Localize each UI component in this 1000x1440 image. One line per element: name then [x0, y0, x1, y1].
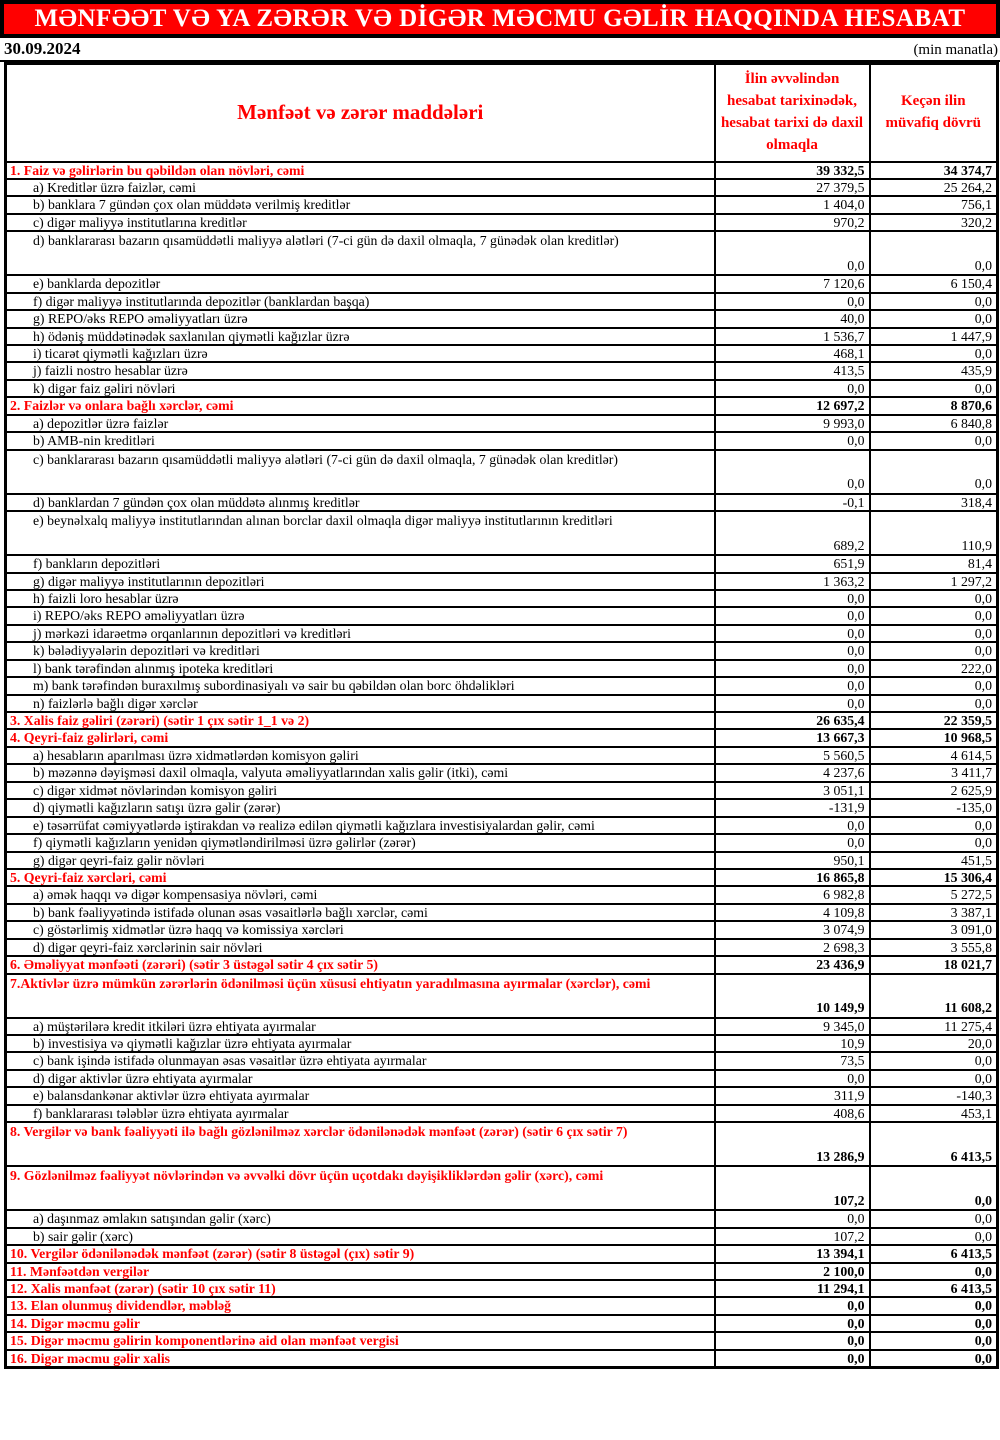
row-label: d) digər qeyri-faiz xərclərinin sair növləri — [6, 939, 715, 956]
current-period-value: 16 865,8 — [715, 869, 870, 886]
previous-period-value: 435,9 — [870, 362, 998, 379]
previous-period-value: 81,4 — [870, 555, 998, 572]
table-row — [6, 817, 998, 834]
report-table-body — [6, 162, 998, 1368]
current-period-value: 689,2 — [715, 511, 870, 555]
current-period-value: 4 237,6 — [715, 764, 870, 781]
previous-period-value: 0,0 — [870, 1350, 998, 1368]
row-label: f) digər maliyyə institutlarında depozitlər (banklardan başqa) — [6, 293, 715, 310]
previous-period-value: 0,0 — [870, 310, 998, 327]
current-period-value: 3 074,9 — [715, 921, 870, 938]
current-period-value: 0,0 — [715, 1315, 870, 1332]
row-label: 3. Xalis faiz gəliri (zərəri) (sətir 1 çıx sətir 1_1 və 2) — [6, 712, 715, 729]
table-row — [6, 1228, 998, 1245]
row-label: h) faizli loro hesablar üzrə — [6, 590, 715, 607]
current-period-value: 0,0 — [715, 590, 870, 607]
table-row — [6, 310, 998, 327]
table-row — [6, 1297, 998, 1314]
current-period-value: 468,1 — [715, 345, 870, 362]
row-label: a) müştərilərə kredit itkiləri üzrə ehtiyata ayırmalar — [6, 1018, 715, 1035]
table-row — [6, 1263, 998, 1280]
current-period-value: 23 436,9 — [715, 956, 870, 973]
row-label: e) təsərrüfat cəmiyyətlərdə iştirakdan və realizə edilən qiymətli kağızlara investisiyalardan gəlir, cəmi — [6, 817, 715, 834]
table-row — [6, 939, 998, 956]
current-period-value: -131,9 — [715, 799, 870, 816]
table-row — [6, 179, 998, 196]
table-row — [6, 573, 998, 590]
table-row — [6, 397, 998, 414]
row-label: c) bank işində istifadə olunmayan əsas vəsaitlər üzrə ehtiyata ayırmalar — [6, 1052, 715, 1069]
row-label: b) investisiya və qiymətli kağızlar üzrə ehtiyata ayırmalar — [6, 1035, 715, 1052]
table-row — [6, 869, 998, 886]
table-row — [6, 555, 998, 572]
table-row — [6, 1210, 998, 1227]
current-period-value: 9 993,0 — [715, 415, 870, 432]
table-row — [6, 695, 998, 712]
previous-period-value: -135,0 — [870, 799, 998, 816]
table-row — [6, 1315, 998, 1332]
row-label: a) hesabların aparılması üzrə xidmətlərdən komisyon gəliri — [6, 747, 715, 764]
row-label: d) qiymətli kağızların satışı üzrə gəlir (zərər) — [6, 799, 715, 816]
row-label: g) digər qeyri-faiz gəlir növləri — [6, 852, 715, 869]
row-label: 14. Digər məcmu gəlir — [6, 1315, 715, 1332]
current-period-value: 10,9 — [715, 1035, 870, 1052]
current-period-value: 408,6 — [715, 1105, 870, 1122]
row-label: 10. Vergilər ödənilənədək mənfəət (zərər) (sətir 8 üstəgəl (çıx) sətir 9) — [6, 1245, 715, 1262]
table-row — [6, 231, 998, 275]
table-row — [6, 1280, 998, 1297]
row-label: 12. Xalis mənfəət (zərər) (sətir 10 çıx sətir 11) — [6, 1280, 715, 1297]
table-header-row — [6, 64, 998, 162]
current-period-value: 40,0 — [715, 310, 870, 327]
previous-period-value: 1 447,9 — [870, 328, 998, 345]
table-row — [6, 782, 998, 799]
previous-period-value: 0,0 — [870, 1332, 998, 1349]
previous-period-value: 0,0 — [870, 695, 998, 712]
row-label: d) banklardan 7 gündən çox olan müddətə alınmış kreditlər — [6, 494, 715, 511]
report-title: MƏNFƏƏT VƏ YA ZƏRƏR VƏ DİGƏR MƏCMU GƏLİR HAQQINDA HESABAT — [34, 5, 966, 32]
previous-period-value: 320,2 — [870, 214, 998, 231]
row-label: 9. Gözlənilməz fəaliyyət növlərindən və əvvəlki dövr üçün uçotdakı dəyişikliklərdən gəlir (xərc), cəmi — [6, 1166, 715, 1210]
current-period-value: -0,1 — [715, 494, 870, 511]
current-period-value: 6 982,8 — [715, 886, 870, 903]
previous-period-value: 0,0 — [870, 1052, 998, 1069]
previous-period-value: 6 150,4 — [870, 275, 998, 292]
previous-period-value: 0,0 — [870, 625, 998, 642]
table-row — [6, 1350, 998, 1368]
current-period-value: 0,0 — [715, 450, 870, 494]
previous-period-value: 0,0 — [870, 1263, 998, 1280]
table-row — [6, 852, 998, 869]
table-row — [6, 1105, 998, 1122]
row-label: b) məzənnə dəyişməsi daxil olmaqla, valyuta əməliyyatlarından xalis gəlir (itki), cəmi — [6, 764, 715, 781]
row-label: e) banklarda depozitlər — [6, 275, 715, 292]
row-label: k) bələdiyyələrin depozitləri və kreditləri — [6, 642, 715, 659]
table-row — [6, 747, 998, 764]
previous-period-value: 2 625,9 — [870, 782, 998, 799]
current-period-value: 970,2 — [715, 214, 870, 231]
table-row — [6, 677, 998, 694]
current-period-value: 0,0 — [715, 293, 870, 310]
table-row — [6, 1332, 998, 1349]
previous-period-value: 22 359,5 — [870, 712, 998, 729]
current-period-value: 1 536,7 — [715, 328, 870, 345]
row-label: b) banklara 7 gündən çox olan müddətə verilmiş kreditlər — [6, 196, 715, 213]
row-label: f) qiymətli kağızların yenidən qiymətləndirilməsi üzrə gəlirlər (zərər) — [6, 834, 715, 851]
current-period-value: 0,0 — [715, 642, 870, 659]
row-label: i) REPO/əks REPO əməliyyatları üzrə — [6, 607, 715, 624]
current-period-value: 0,0 — [715, 677, 870, 694]
current-period-value: 107,2 — [715, 1166, 870, 1210]
current-period-value: 26 635,4 — [715, 712, 870, 729]
table-row — [6, 494, 998, 511]
current-period-value: 0,0 — [715, 625, 870, 642]
row-label: 7.Aktivlər üzrə mümkün zərərlərin ödənilməsi üçün xüsusi ehtiyatın yaradılmasına ayırmalar (xərclər), cəmi — [6, 974, 715, 1018]
table-row — [6, 1087, 998, 1104]
previous-period-value: 0,0 — [870, 1315, 998, 1332]
previous-period-value: 25 264,2 — [870, 179, 998, 196]
previous-period-value: 8 870,6 — [870, 397, 998, 414]
previous-period-value: 15 306,4 — [870, 869, 998, 886]
previous-period-value: 6 413,5 — [870, 1122, 998, 1166]
current-period-value: 0,0 — [715, 1297, 870, 1314]
previous-period-value: 0,0 — [870, 642, 998, 659]
profit-loss-table — [4, 62, 999, 1369]
table-row — [6, 1035, 998, 1052]
previous-period-value: 756,1 — [870, 196, 998, 213]
row-label: 1. Faiz və gəlirlərin bu qəbildən olan növləri, cəmi — [6, 162, 715, 179]
current-period-value: 4 109,8 — [715, 904, 870, 921]
previous-period-value: 4 614,5 — [870, 747, 998, 764]
table-row — [6, 275, 998, 292]
current-period-value: 0,0 — [715, 695, 870, 712]
row-label: g) REPO/əks REPO əməliyyatları üzrə — [6, 310, 715, 327]
table-row — [6, 956, 998, 973]
current-period-value: 0,0 — [715, 607, 870, 624]
row-label: c) göstərlimiş xidmətlər üzrə haqq və komissiya xərcləri — [6, 921, 715, 938]
row-label: c) digər xidmət növlərindən komisyon gəliri — [6, 782, 715, 799]
current-period-value: 13 394,1 — [715, 1245, 870, 1262]
table-row — [6, 921, 998, 938]
current-period-value: 73,5 — [715, 1052, 870, 1069]
row-label: b) sair gəlir (xərc) — [6, 1228, 715, 1245]
current-period-value: 950,1 — [715, 852, 870, 869]
table-row — [6, 380, 998, 397]
table-row — [6, 1245, 998, 1262]
previous-period-value: 0,0 — [870, 817, 998, 834]
row-label: b) bank fəaliyyətində istifadə olunan əsas vəsaitlərlə bağlı xərclər, cəmi — [6, 904, 715, 921]
row-label: 8. Vergilər və bank fəaliyyəti ilə bağlı gözlənilməz xərclər ödənilənədək mənfəət (zərər) (sətir 6 çıx sətir 7) — [6, 1122, 715, 1166]
current-period-column-header: İlin əvvəlindən hesabat tarixinədək, hesabat tarixi də daxil olmaqla — [715, 64, 870, 162]
current-period-value: 0,0 — [715, 1070, 870, 1087]
table-row — [6, 799, 998, 816]
table-row — [6, 345, 998, 362]
previous-period-value: 0,0 — [870, 607, 998, 624]
row-label: e) beynəlxalq maliyyə institutlarından alınan borclar daxil olmaqla digər maliyyə institutlarının kreditləri — [6, 511, 715, 555]
current-period-value: 11 294,1 — [715, 1280, 870, 1297]
current-period-value: 1 363,2 — [715, 573, 870, 590]
table-row — [6, 712, 998, 729]
current-period-value: 39 332,5 — [715, 162, 870, 179]
table-row — [6, 660, 998, 677]
report-title-band — [0, 0, 1000, 38]
row-label: 2. Faizlər və onlara bağlı xərclər, cəmi — [6, 397, 715, 414]
current-period-value: 107,2 — [715, 1228, 870, 1245]
previous-period-value: 0,0 — [870, 1228, 998, 1245]
previous-period-value: 6 413,5 — [870, 1280, 998, 1297]
previous-period-value: 1 297,2 — [870, 573, 998, 590]
current-period-value: 651,9 — [715, 555, 870, 572]
table-row — [6, 511, 998, 555]
previous-period-value: 0,0 — [870, 590, 998, 607]
row-label: c) banklararası bazarın qısamüddətli maliyyə alətləri (7-ci gün də daxil olmaqla, 7 günədək olan kreditlər) — [6, 450, 715, 494]
current-period-value: 12 697,2 — [715, 397, 870, 414]
table-row — [6, 432, 998, 449]
row-label: a) daşınmaz əmlakın satışından gəlir (xərc) — [6, 1210, 715, 1227]
current-period-value: 413,5 — [715, 362, 870, 379]
previous-period-value: 3 091,0 — [870, 921, 998, 938]
row-label: d) banklararası bazarın qısamüddətli maliyyə alətləri (7-ci gün də daxil olmaqla, 7 günədək olan kreditlər) — [6, 231, 715, 275]
previous-period-value: 0,0 — [870, 1297, 998, 1314]
table-row — [6, 162, 998, 179]
previous-period-value: 318,4 — [870, 494, 998, 511]
current-period-value: 0,0 — [715, 660, 870, 677]
previous-period-value: 3 411,7 — [870, 764, 998, 781]
previous-period-value: 0,0 — [870, 1210, 998, 1227]
previous-period-value: 34 374,7 — [870, 162, 998, 179]
unit-label: (min manatla) — [913, 42, 998, 58]
previous-period-value: 222,0 — [870, 660, 998, 677]
current-period-value: 13 286,9 — [715, 1122, 870, 1166]
current-period-value: 3 051,1 — [715, 782, 870, 799]
previous-period-value: 0,0 — [870, 834, 998, 851]
previous-period-value: -140,3 — [870, 1087, 998, 1104]
row-label: a) depozitlər üzrə faizlər — [6, 415, 715, 432]
row-label: 11. Mənfəətdən vergilər — [6, 1263, 715, 1280]
current-period-value: 9 345,0 — [715, 1018, 870, 1035]
table-row — [6, 1052, 998, 1069]
previous-period-value: 0,0 — [870, 345, 998, 362]
row-label: d) digər aktivlər üzrə ehtiyata ayırmalar — [6, 1070, 715, 1087]
table-row — [6, 886, 998, 903]
table-row — [6, 625, 998, 642]
row-label: 5. Qeyri-faiz xərcləri, cəmi — [6, 869, 715, 886]
current-period-value: 0,0 — [715, 380, 870, 397]
table-row — [6, 834, 998, 851]
table-row — [6, 729, 998, 746]
current-period-value: 5 560,5 — [715, 747, 870, 764]
current-period-value: 0,0 — [715, 231, 870, 275]
current-period-value: 311,9 — [715, 1087, 870, 1104]
row-label: a) Kreditlər üzrə faizlər, cəmi — [6, 179, 715, 196]
previous-period-value: 453,1 — [870, 1105, 998, 1122]
table-row — [6, 196, 998, 213]
table-row — [6, 1166, 998, 1210]
table-row — [6, 1122, 998, 1166]
table-row — [6, 293, 998, 310]
row-label: j) faizli nostro hesablar üzrə — [6, 362, 715, 379]
row-label: g) digər maliyyə institutlarının depozitləri — [6, 573, 715, 590]
current-period-value: 10 149,9 — [715, 974, 870, 1018]
previous-period-value: 0,0 — [870, 1166, 998, 1210]
table-row — [6, 1070, 998, 1087]
table-row — [6, 362, 998, 379]
current-period-value: 1 404,0 — [715, 196, 870, 213]
table-row — [6, 450, 998, 494]
previous-period-value: 18 021,7 — [870, 956, 998, 973]
row-label: 13. Elan olunmuş dividendlər, məbləğ — [6, 1297, 715, 1314]
row-label: l) bank tərəfindən alınmış ipoteka kreditləri — [6, 660, 715, 677]
previous-period-value: 0,0 — [870, 677, 998, 694]
previous-period-value: 0,0 — [870, 231, 998, 275]
items-column-header: Mənfəət və zərər maddələri — [6, 64, 715, 162]
table-row — [6, 642, 998, 659]
row-label: 4. Qeyri-faiz gəlirləri, cəmi — [6, 729, 715, 746]
current-period-value: 2 698,3 — [715, 939, 870, 956]
current-period-value: 0,0 — [715, 1350, 870, 1368]
previous-period-value: 5 272,5 — [870, 886, 998, 903]
table-row — [6, 590, 998, 607]
table-row — [6, 904, 998, 921]
previous-period-value: 0,0 — [870, 1070, 998, 1087]
previous-period-value: 11 608,2 — [870, 974, 998, 1018]
row-label: k) digər faiz gəliri növləri — [6, 380, 715, 397]
row-label: a) əmək haqqı və digər kompensasiya növləri, cəmi — [6, 886, 715, 903]
previous-period-value: 6 840,8 — [870, 415, 998, 432]
row-label: f) banklararası tələblər üzrə ehtiyata ayırmalar — [6, 1105, 715, 1122]
row-label: i) ticarət qiymətli kağızları üzrə — [6, 345, 715, 362]
previous-period-value: 6 413,5 — [870, 1245, 998, 1262]
row-label: j) mərkəzi idarəetmə orqanlarının depozitləri və kreditləri — [6, 625, 715, 642]
row-label: f) bankların depozitləri — [6, 555, 715, 572]
row-label: 16. Digər məcmu gəlir xalis — [6, 1350, 715, 1368]
previous-period-column-header: Keçən ilin müvafiq dövrü — [870, 64, 998, 162]
table-row — [6, 764, 998, 781]
table-row — [6, 415, 998, 432]
previous-period-value: 451,5 — [870, 852, 998, 869]
row-label: 15. Digər məcmu gəlirin komponentlərinə aid olan mənfəət vergisi — [6, 1332, 715, 1349]
previous-period-value: 3 387,1 — [870, 904, 998, 921]
table-row — [6, 607, 998, 624]
row-label: c) digər maliyyə institutlarına kreditlər — [6, 214, 715, 231]
previous-period-value: 0,0 — [870, 432, 998, 449]
previous-period-value: 20,0 — [870, 1035, 998, 1052]
table-row — [6, 214, 998, 231]
current-period-value: 27 379,5 — [715, 179, 870, 196]
meta-row — [0, 38, 1000, 62]
previous-period-value: 0,0 — [870, 380, 998, 397]
current-period-value: 0,0 — [715, 834, 870, 851]
current-period-value: 0,0 — [715, 432, 870, 449]
row-label: b) AMB-nin kreditləri — [6, 432, 715, 449]
previous-period-value: 110,9 — [870, 511, 998, 555]
row-label: n) faizlərlə bağlı digər xərclər — [6, 695, 715, 712]
report-date: 30.09.2024 — [4, 39, 81, 58]
previous-period-value: 10 968,5 — [870, 729, 998, 746]
table-row — [6, 974, 998, 1018]
current-period-value: 0,0 — [715, 1332, 870, 1349]
current-period-value: 0,0 — [715, 1210, 870, 1227]
row-label: 6. Əməliyyat mənfəəti (zərəri) (sətir 3 üstəgəl sətir 4 çıx sətir 5) — [6, 956, 715, 973]
row-label: h) ödəniş müddətinədək saxlanılan qiymətli kağızlar üzrə — [6, 328, 715, 345]
current-period-value: 13 667,3 — [715, 729, 870, 746]
row-label: e) balansdankənar aktivlər üzrə ehtiyata ayırmalar — [6, 1087, 715, 1104]
current-period-value: 2 100,0 — [715, 1263, 870, 1280]
previous-period-value: 3 555,8 — [870, 939, 998, 956]
previous-period-value: 11 275,4 — [870, 1018, 998, 1035]
row-label: m) bank tərəfindən buraxılmış subordinasiyalı və sair bu qəbildən olan borc öhdəlikləri — [6, 677, 715, 694]
current-period-value: 0,0 — [715, 817, 870, 834]
table-row — [6, 1018, 998, 1035]
current-period-value: 7 120,6 — [715, 275, 870, 292]
table-row — [6, 328, 998, 345]
previous-period-value: 0,0 — [870, 293, 998, 310]
previous-period-value: 0,0 — [870, 450, 998, 494]
